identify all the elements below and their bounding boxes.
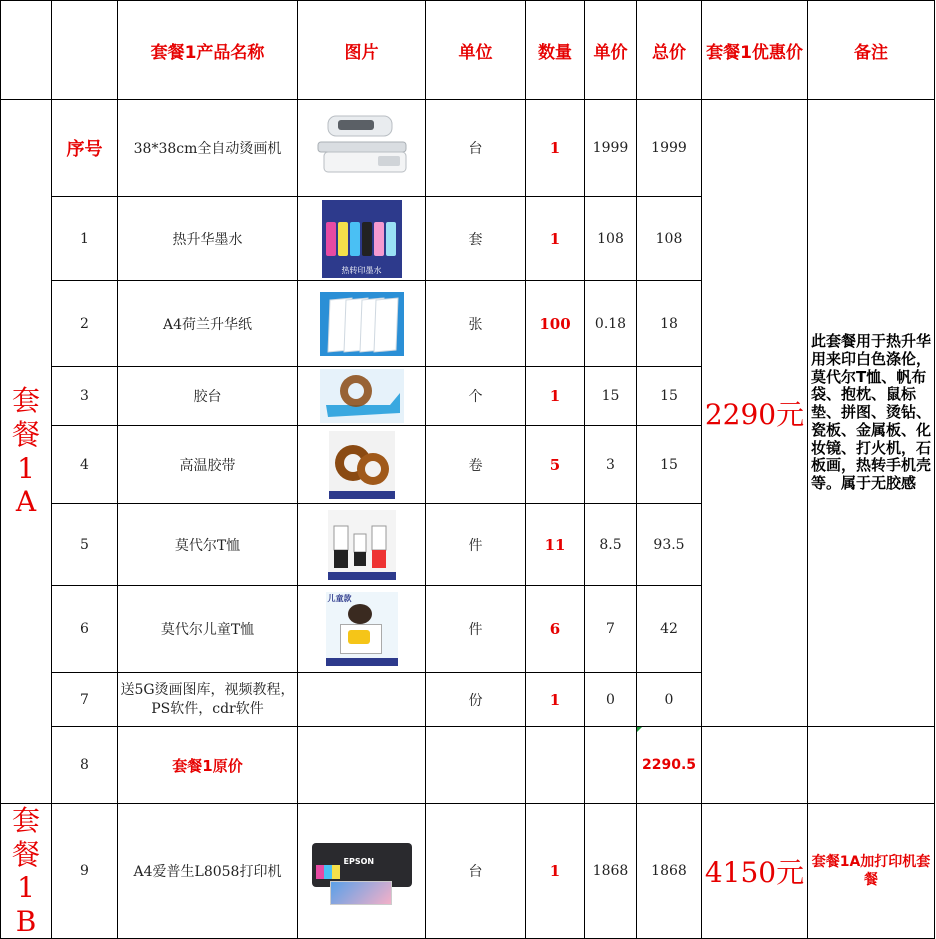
unit-price: 7	[585, 586, 637, 673]
ink-bottles-icon	[322, 200, 402, 278]
epson-printer-image	[298, 804, 426, 939]
total-price: 93.5	[637, 504, 702, 586]
seq-number: 1	[52, 197, 118, 281]
package-1a-remark: 此套餐用于热升华用来印白色涤伦，莫代尔T恤、帆布袋、抱枕、鼠标垫、拼图、烫钻、瓷板、金属板、化妆镜、打火机，石板画，热转手机壳等。属于无胶感	[808, 100, 935, 727]
header-quantity: 数量	[526, 1, 585, 100]
original-price-label: 套餐1原价	[118, 727, 298, 804]
seq-number: 3	[52, 367, 118, 426]
header-corner-1	[1, 1, 52, 100]
package-1b-label: 套餐1B	[11, 804, 40, 938]
header-picture: 图片	[298, 1, 426, 100]
ink-caption: 热转印墨水	[341, 265, 382, 275]
header-remark: 备注	[808, 1, 935, 100]
seq-number: 5	[52, 504, 118, 586]
total-price: 1868	[637, 804, 702, 939]
total-price: 18	[637, 281, 702, 367]
product-name: 送5G烫画图库，视频教程，PS软件，cdr软件	[118, 673, 298, 727]
kids-tshirt-icon	[326, 592, 398, 666]
product-name: A4爱普生L8058打印机	[118, 804, 298, 939]
empty-remark-cell	[808, 727, 935, 804]
empty-unit-cell	[426, 727, 526, 804]
unit-price: 1999	[585, 100, 637, 197]
unit: 台	[426, 804, 526, 939]
sublimation-ink-image	[298, 197, 426, 281]
heat-press-machine-image	[298, 100, 426, 197]
unit: 张	[426, 281, 526, 367]
seq-number: 8	[52, 727, 118, 804]
sublimation-paper-image	[298, 281, 426, 367]
header-product-name: 套餐1产品名称	[118, 1, 298, 100]
product-name: 38*38cm全自动烫画机	[118, 100, 298, 197]
printer-brand: EPSON	[343, 857, 375, 867]
total-price: 15	[637, 426, 702, 504]
quantity: 11	[526, 504, 585, 586]
total-price: 15	[637, 367, 702, 426]
package-1b-discount: 4150元	[702, 804, 808, 939]
empty-price-cell	[585, 727, 637, 804]
header-row	[1, 1, 935, 100]
unit-price: 0	[585, 673, 637, 727]
quantity: 100	[526, 281, 585, 367]
product-name: A4荷兰升华纸	[118, 281, 298, 367]
package-1b-remark: 套餐1A加打印机套餐	[808, 804, 935, 939]
unit: 份	[426, 673, 526, 727]
kids-caption: 儿童款	[327, 594, 352, 603]
quantity: 6	[526, 586, 585, 673]
quantity: 1	[526, 367, 585, 426]
quantity: 1	[526, 673, 585, 727]
product-name: 莫代尔儿童T恤	[118, 586, 298, 673]
seq-number: 2	[52, 281, 118, 367]
heat-tape-image	[298, 426, 426, 504]
unit-price: 3	[585, 426, 637, 504]
table-row	[1, 100, 935, 197]
unit-price: 15	[585, 367, 637, 426]
total-price: 1999	[637, 100, 702, 197]
kids-tshirt-image	[298, 586, 426, 673]
seq-number: 9	[52, 804, 118, 939]
quantity: 1	[526, 100, 585, 197]
unit: 套	[426, 197, 526, 281]
unit-price: 8.5	[585, 504, 637, 586]
family-tshirt-icon	[328, 510, 396, 580]
heat-press-icon	[314, 108, 410, 188]
quantity: 1	[526, 197, 585, 281]
total-price: 0	[637, 673, 702, 727]
header-discount-price: 套餐1优惠价	[702, 1, 808, 100]
total-price: 108	[637, 197, 702, 281]
unit: 卷	[426, 426, 526, 504]
paper-stack-icon	[320, 292, 404, 356]
product-name: 热升华墨水	[118, 197, 298, 281]
header-corner-2	[52, 1, 118, 100]
tape-dispenser-icon	[320, 369, 404, 423]
empty-image-cell	[298, 727, 426, 804]
unit-price: 108	[585, 197, 637, 281]
package-1b-row	[1, 804, 935, 939]
unit-price: 1868	[585, 804, 637, 939]
product-name: 胶台	[118, 367, 298, 426]
header-unit-price: 单价	[585, 1, 637, 100]
modal-tshirt-image	[298, 504, 426, 586]
tape-dispenser-image	[298, 367, 426, 426]
original-price-total: 2290.5	[637, 727, 702, 804]
package-1a-name	[1, 100, 52, 804]
product-name: 莫代尔T恤	[118, 504, 298, 586]
unit: 件	[426, 504, 526, 586]
seq-number: 7	[52, 673, 118, 727]
heat-tape-roll-icon	[329, 431, 395, 499]
package-1b-name	[1, 804, 52, 939]
unit: 件	[426, 586, 526, 673]
quantity: 1	[526, 804, 585, 939]
product-name: 高温胶带	[118, 426, 298, 504]
empty-discount-cell	[702, 727, 808, 804]
header-total-price: 总价	[637, 1, 702, 100]
printer-icon	[308, 833, 416, 909]
unit: 个	[426, 367, 526, 426]
seq-header: 序号	[52, 100, 118, 197]
original-price-row	[1, 727, 935, 804]
seq-number: 4	[52, 426, 118, 504]
header-unit: 单位	[426, 1, 526, 100]
unit-price: 0.18	[585, 281, 637, 367]
total-price: 42	[637, 586, 702, 673]
empty-qty-cell	[526, 727, 585, 804]
quantity: 5	[526, 426, 585, 504]
unit: 台	[426, 100, 526, 197]
empty-image-cell	[298, 673, 426, 727]
package-1a-label: 套餐1A	[11, 384, 40, 519]
seq-number: 6	[52, 586, 118, 673]
package-1a-discount: 2290元	[702, 100, 808, 727]
